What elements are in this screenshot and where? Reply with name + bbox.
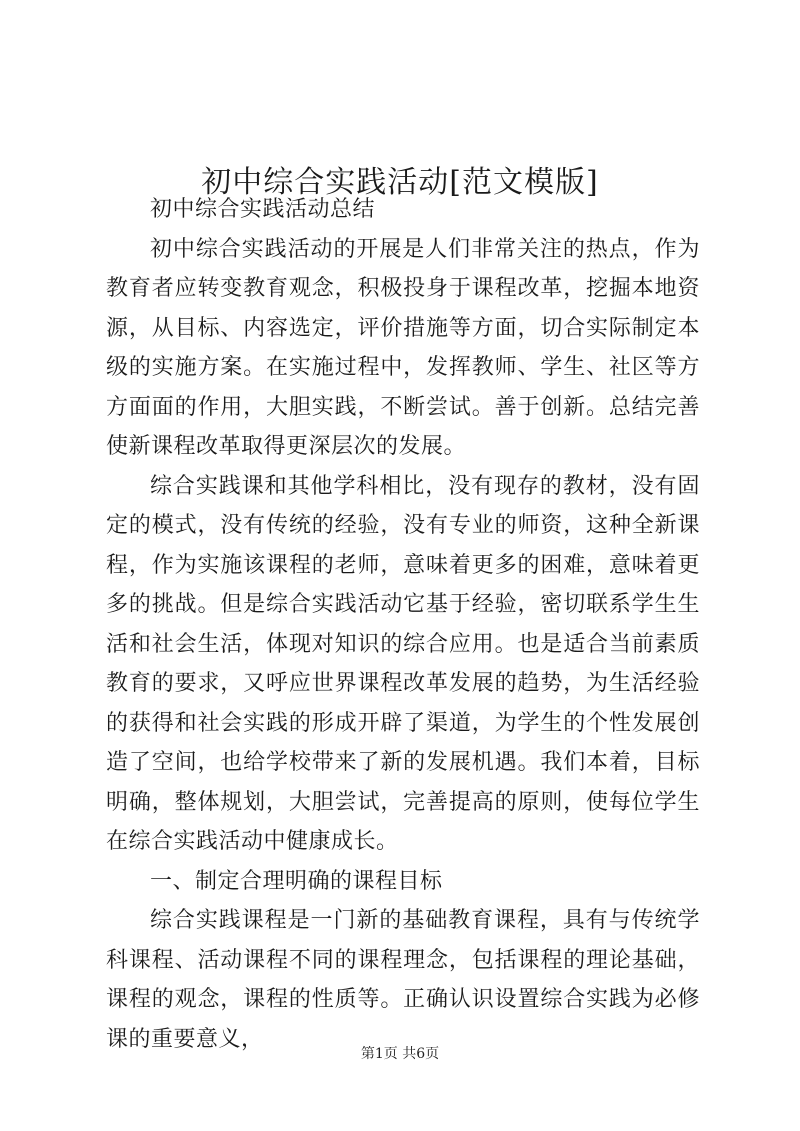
paragraph: 综合实践课程是一门新的基础教育课程，具有与传统学科课程、活动课程不同的课程理念，包括课程的理论基础，课程的观念，课程的性质等。正确认识设置综合实践为必修课的重要意义， xyxy=(106,908,700,1052)
page-footer: 第1页 共6页 xyxy=(360,1046,440,1062)
section-heading: 一、制定合理明确的课程目标 xyxy=(150,868,443,894)
paragraph: 初中综合实践活动的开展是人们非常关注的热点，作为教育者应转变教育观念，积极投身于课程改革，挖掘本地资源，从目标、内容选定，评价措施等方面，切合实际制定本级的实施方案。在实施过程中，发挥教师、学生、社区等方方面面的作用，大胆实践，不断尝试。善于创新。总结完善使新课程改革取得更深层次的发展。 xyxy=(106,236,700,459)
paragraph: 综合实践课和其他学科相比，没有现存的教材，没有固定的模式，没有传统的经验，没有专业的师资，这种全新课程，作为实施该课程的老师，意味着更多的困难，意味着更多的挑战。但是综合实践活动它基于经验，密切联系学生生活和社会生活，体现对知识的综合应用。也是适合当前素质教育的要求，又呼应世界课程改革发展的趋势，为生活经验的获得和社会实践的形成开辟了渠道，为学生的个性发展创造了空间，也给学校带来了新的发展机遇。我们本着，目标明确，整体规划，大胆尝试，完善提高的原则，使每位学生在综合实践活动中健康成长。 xyxy=(106,473,700,854)
paragraph-subtitle: 初中综合实践活动总结 xyxy=(150,197,376,222)
document-body xyxy=(106,190,700,1059)
document-title: 初中综合实践活动[范文模版] xyxy=(201,165,599,201)
